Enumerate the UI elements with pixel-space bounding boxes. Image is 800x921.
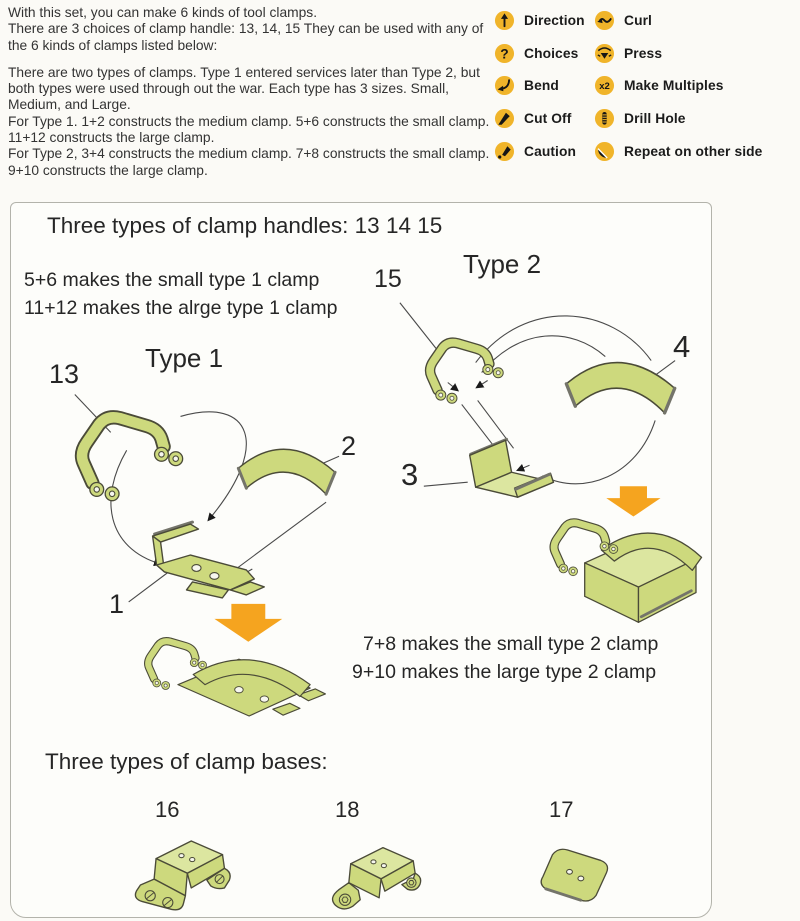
legend-item-cut-off [494, 102, 594, 135]
intro-line: For Type 2, 3+4 constructs the medium clamp. 7+8 constructs the small clamp. [8, 146, 490, 162]
base-18-drawing [333, 848, 421, 909]
strap-2-drawing [238, 449, 335, 494]
svg-text:x2: x2 [599, 81, 610, 93]
type2-note-large: 9+10 makes the large type 2 clamp [352, 661, 657, 683]
choices-icon [494, 43, 515, 64]
part-label-13: 13 [49, 359, 80, 389]
down-arrow-icon [606, 486, 660, 516]
intro-text [8, 5, 496, 179]
repeat-other-side-icon [594, 141, 615, 162]
diagram-panel [10, 202, 712, 918]
intro-paragraph-1 [8, 5, 496, 54]
type1-note-small: 5+6 makes the small type 1 clamp [24, 269, 320, 291]
legend-label: Drill Hole [624, 111, 686, 127]
base-17-drawing [541, 849, 607, 901]
intro-line: Medium, and Large. [8, 97, 131, 113]
legend-label: Cut Off [524, 111, 572, 127]
intro-paragraph-2 [8, 65, 496, 179]
intro-line: With this set, you can make 6 kinds of tool clamps. [8, 5, 318, 20]
press-icon [594, 43, 615, 64]
svg-text:?: ? [500, 45, 509, 62]
symbol-legend [494, 4, 762, 168]
base-16-drawing [135, 841, 230, 910]
drill-hole-icon [594, 108, 615, 129]
caution-icon [494, 141, 515, 162]
legend-label: Bend [524, 78, 559, 94]
part-label-17: 17 [549, 797, 574, 822]
type1-heading: Type 1 [145, 343, 224, 373]
legend-label: Caution [524, 144, 577, 160]
make-multiples-icon [594, 75, 615, 96]
intro-line: For Type 1. 1+2 constructs the medium clamp. 5+6 constructs the small clamp. [8, 113, 490, 129]
intro-line: There are two types of clamps. Type 1 entered services later than Type 2, but [8, 64, 480, 80]
part-label-18: 18 [335, 797, 360, 822]
legend-label: Repeat on other side [624, 144, 763, 160]
intro-line: 9+10 constructs the large clamp. [8, 162, 208, 178]
legend-item-drill-hole [594, 102, 762, 135]
bend-icon [494, 75, 515, 96]
type1-note-large: 11+12 makes the alrge type 1 clamp [24, 297, 338, 319]
legend-label: Press [624, 45, 663, 61]
intro-line: both types were used through out the war. Each type has 3 sizes. Small, [8, 81, 449, 97]
part-label-1: 1 [109, 589, 125, 619]
legend-item-curl [594, 4, 762, 37]
legend-label: Curl [624, 12, 652, 28]
legend-label: Make Multiples [624, 78, 724, 94]
intro-line: 11+12 constructs the large clamp. [8, 130, 215, 146]
intro-line: There are 3 choices of clamp handle: 13, 14, 15 They can be used with any of [8, 21, 484, 37]
legend-item-bend [494, 70, 594, 103]
strap-4-drawing [566, 363, 674, 413]
type2-heading: Type 2 [463, 249, 542, 279]
handle-15-drawing [430, 343, 503, 404]
legend-item-direction [494, 4, 594, 37]
handle-13-drawing [82, 417, 183, 500]
base-3-drawing [470, 439, 554, 497]
part-label-4: 4 [673, 329, 691, 364]
legend-item-make-multiples [594, 70, 762, 103]
part-label-2: 2 [341, 431, 357, 461]
legend-label: Direction [524, 12, 585, 28]
part-label-15: 15 [374, 265, 402, 293]
part-label-16: 16 [155, 797, 180, 822]
part-label-3: 3 [401, 457, 419, 492]
legend-item-caution [494, 135, 594, 168]
down-arrow-icon [214, 604, 282, 642]
assembled-type2-clamp-drawing [554, 523, 702, 623]
legend-item-repeat-other-side [594, 135, 762, 168]
direction-icon [494, 10, 515, 31]
legend-label: Choices [524, 45, 579, 61]
intro-line: the 6 kinds of clamps listed below: [8, 37, 218, 53]
assembled-type1-clamp-drawing [148, 641, 325, 716]
bases-title: Three types of clamp bases: [45, 749, 328, 774]
legend-item-choices [494, 37, 594, 70]
handles-title: Three types of clamp handles: 13 14 15 [47, 213, 443, 238]
curl-icon [594, 10, 615, 31]
cut-off-icon [494, 108, 515, 129]
type2-note-small: 7+8 makes the small type 2 clamp [363, 633, 659, 655]
legend-item-press [594, 37, 762, 70]
